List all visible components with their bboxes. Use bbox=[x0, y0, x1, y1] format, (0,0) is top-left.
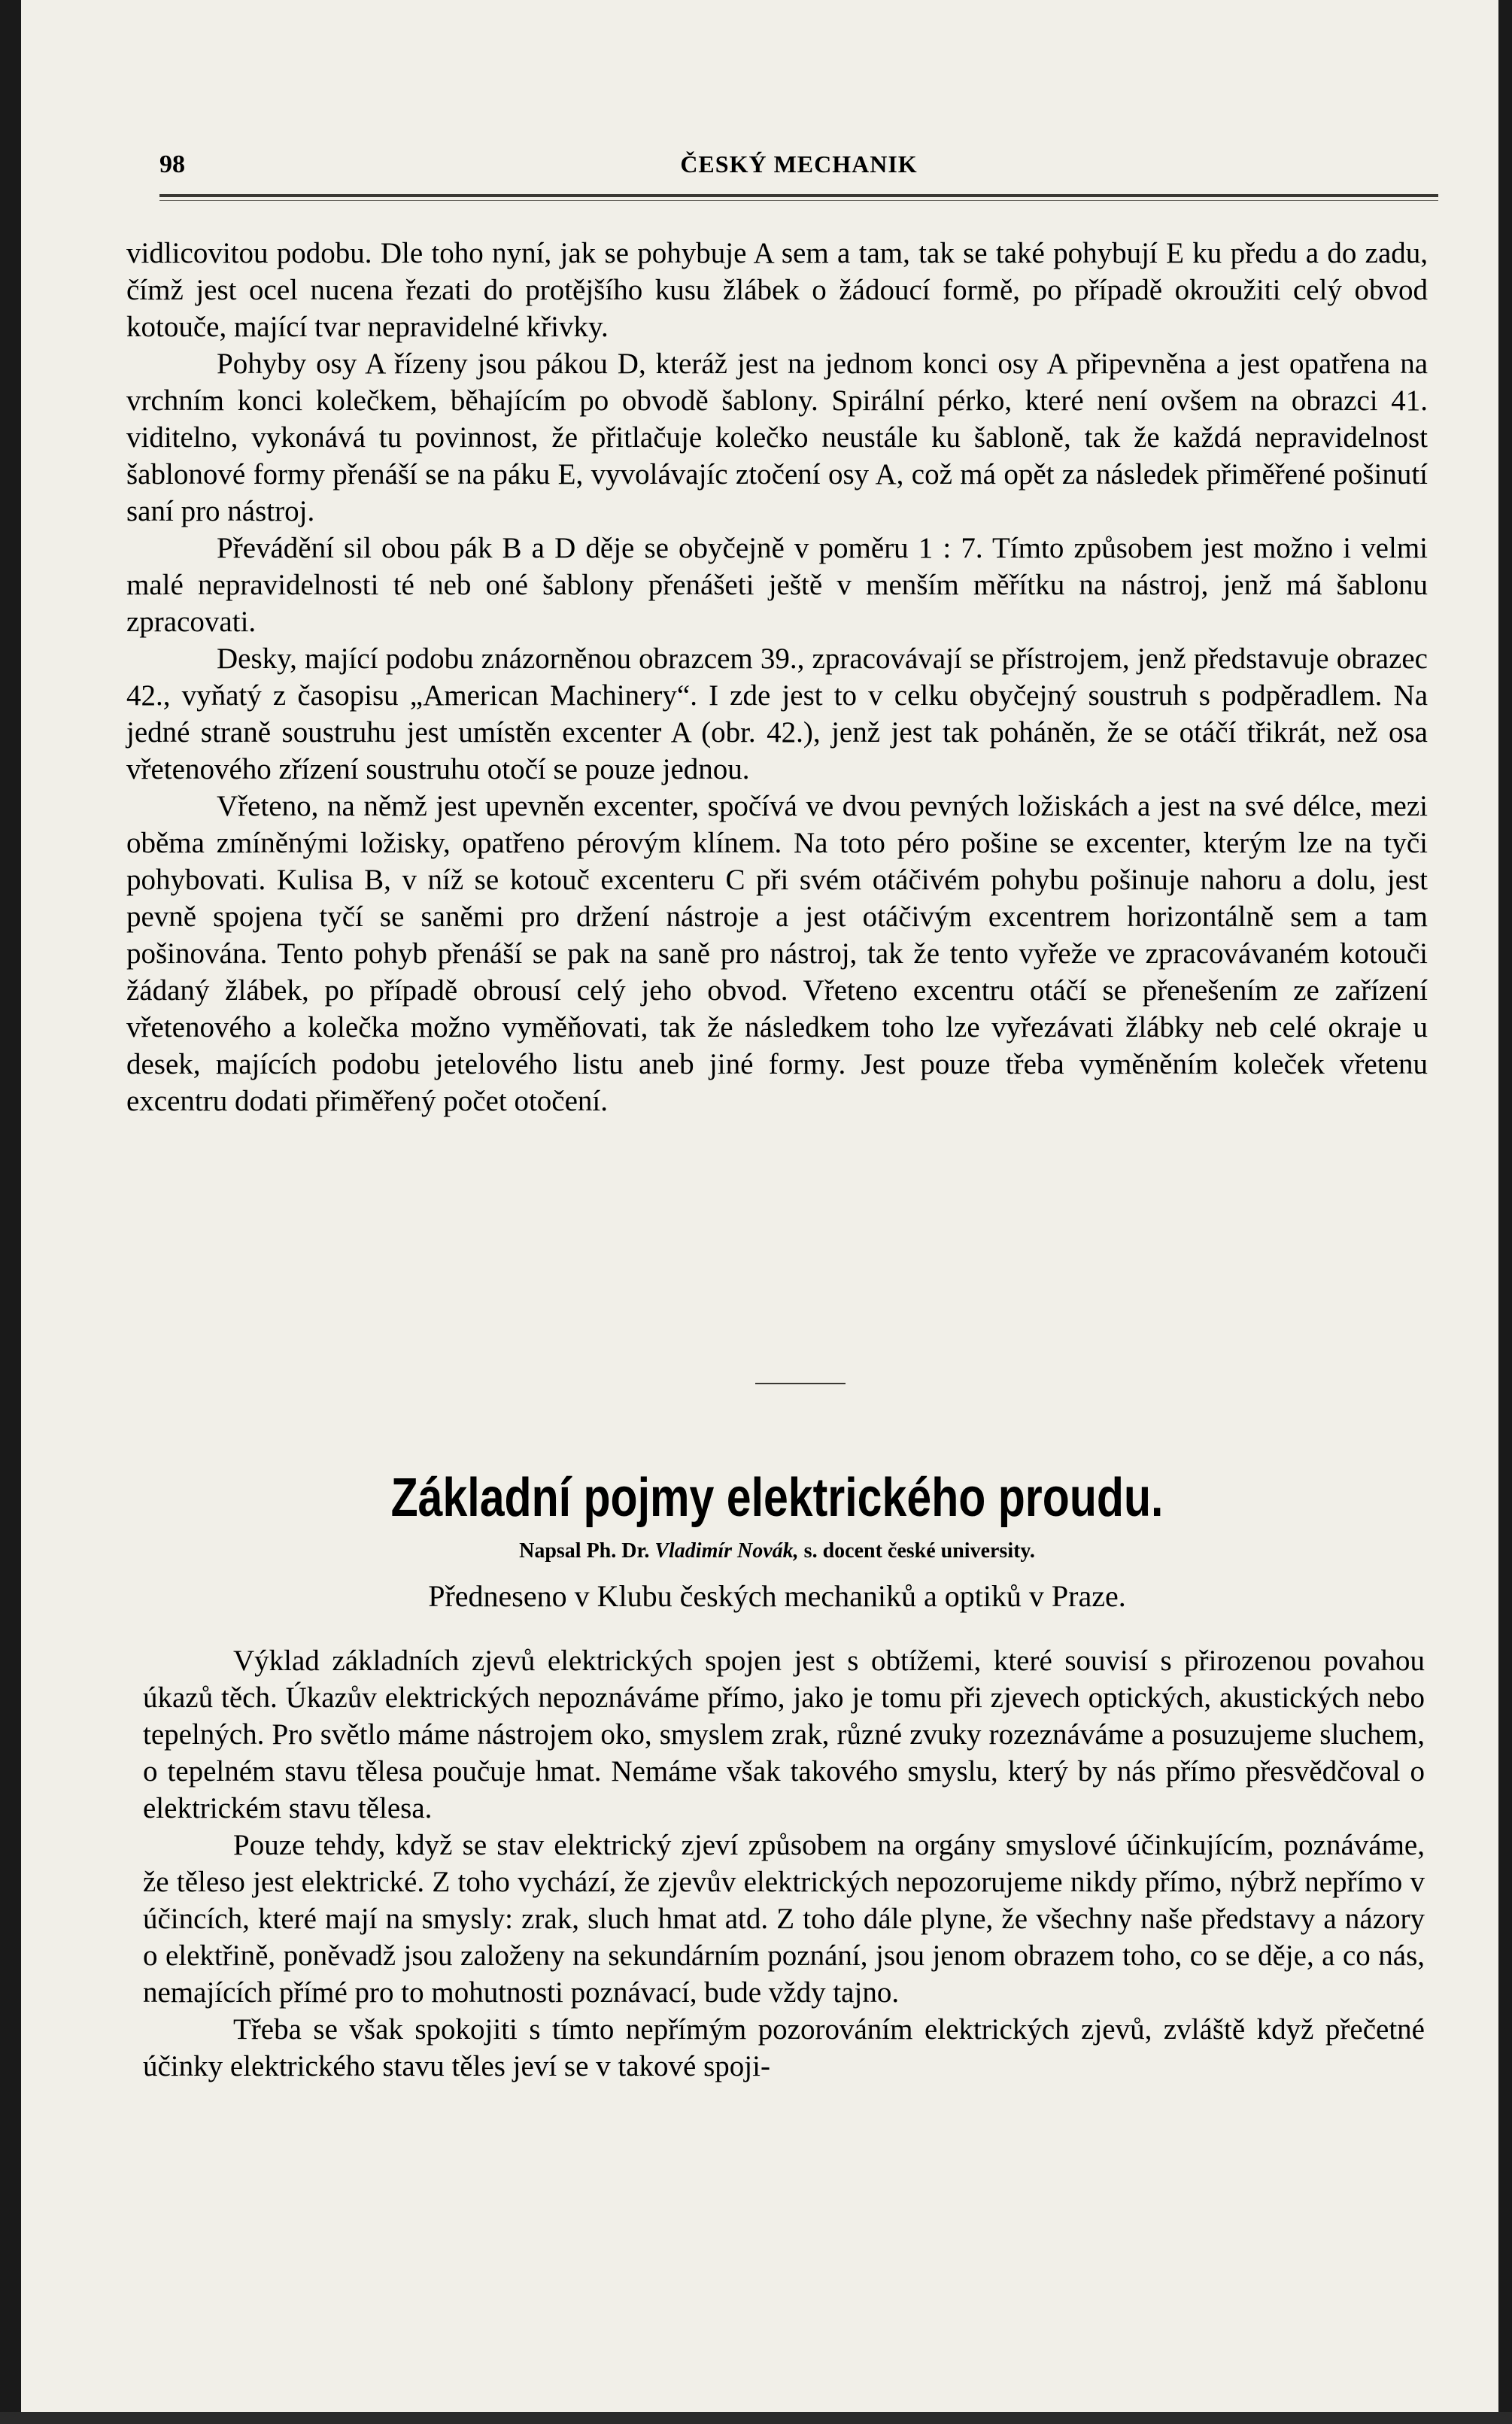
byline-author: Vladimír Novák, bbox=[654, 1539, 799, 1563]
paragraph: Převádění sil obou pák B a D děje se obyčejně v poměru 1 : 7. Tímto způsobem jest možno i velmi malé nepravidelnosti té neb oné šablony přenášeti ještě v menším měřítku na nástroj, jenž má šablonu zpracovati. bbox=[126, 532, 1428, 638]
paragraph: Třeba se však spokojiti s tímto nepřímým pozorováním elektrických zjevů, zvláště když přečetné účinky elektrického stavu těles jeví se v takové spoji- bbox=[143, 2013, 1425, 2082]
header-rule bbox=[159, 194, 1438, 197]
paragraph: vidlicovitou podobu. Dle toho nyní, jak se pohybuje A sem a tam, tak se také pohybují E ku předu a do zadu, čímž jest ocel nucena řezati do protějšího kusu žlábek o žádoucí formě, po případě okroužiti celý obvod kotouče, mající tvar nepravidelné křivky. bbox=[126, 237, 1428, 343]
section-separator bbox=[755, 1383, 846, 1384]
page-header bbox=[159, 150, 1438, 181]
page-number: 98 bbox=[159, 150, 185, 178]
article-byline bbox=[126, 1539, 1428, 1563]
header-rule-thin bbox=[159, 200, 1438, 201]
running-title: ČESKÝ MECHANIK bbox=[680, 150, 918, 178]
byline-prefix: Napsal Ph. Dr. bbox=[519, 1539, 650, 1563]
scan-border bbox=[0, 2412, 1512, 2424]
paragraph: Vřeteno, na němž jest upevněn excenter, spočívá ve dvou pevných ložiskách a jest na své délce, mezi oběma zmíněnými ložisky, opatřeno pérovým klínem. Na toto péro pošine se excenter, kterým lze na tyči pohybovati. Kulisa B, v níž se kotouč excenteru C při svém otáčivém pohybu pošinuje nahoru a dolu, jest pevně spojena tyčí se saněmi pro držení nástroje a jest otáčivým excentrem horizontálně sem a tam pošinována. Tento pohyb přenáší se pak na saně pro nástroj, tak že tento vyřeže ve zpracovávaném kotouči žádaný žlábek, po případě obrousí celý jeho obvod. Vřeteno excentru otáčí se přenešením ze zařízení vřetenového a kolečka možno vyměňovati, tak že následkem toho lze vyřezávati žlábky neb celé okraje u desek, majících podobu jetelového listu aneb jiné formy. Jest pouze třeba vyměněním koleček vřetenu excentru dodati přiměřený počet otočení. bbox=[126, 790, 1428, 1117]
article-body bbox=[143, 1642, 1425, 2085]
paragraph: Výklad základních zjevů elektrických spojen jest s obtížemi, které souvisí s přirozenou povahou úkazů těch. Úkazův elektrických nepoznáváme přímo, jako je tomu při zjevech optických, akustických nebo tepelných. Pro světlo máme nástrojem oko, smyslem zrak, různé zvuky rozeznáváme a posuzujeme sluchem, o tepelném stavu tělesa poučuje hmat. Nemáme však takového smyslu, který by nás přímo přesvědčoval o elektrickém stavu tělesa. bbox=[143, 1645, 1425, 1824]
byline-suffix: s. docent české university. bbox=[803, 1539, 1035, 1563]
paragraph: Desky, mající podobu znázorněnou obrazcem 39., zpracovávají se přístrojem, jenž představuje obrazec 42., vyňatý z časopisu „American Machinery“. I zde jest to v celku obyčejný soustruh s podpěradlem. Na jedné straně soustruhu jest umístěn excenter A (obr. 42.), jenž jest tak poháněn, že se otáčí třikrát, než osa vřetenového zřízení soustruhu otočí se pouze jednou. bbox=[126, 642, 1428, 785]
lecture-note: Předneseno v Klubu českých mechaniků a optiků v Praze. bbox=[428, 1579, 1126, 1613]
paragraph: Pouze tehdy, když se stav elektrický zjeví způsobem na orgány smyslové účinkujícím, poznáváme, že těleso jest elektrické. Z toho vychází, že zjevův elektrických nepozorujeme nikdy přímo, nýbrž nepřímo v účincích, které mají na smysly: zrak, sluch hmat atd. Z toho dále plyne, že všechny naše představy a názory o elektřině, poněvadž jsou založeny na sekundárním poznání, jsou jenom obrazem toho, co se děje, a co nás, nemajících přímé pro to mohutnosti poznávací, bude vždy tajno. bbox=[143, 1829, 1425, 2009]
continued-text bbox=[126, 235, 1428, 1119]
paragraph: Pohyby osy A řízeny jsou pákou D, kteráž jest na jednom konci osy A připevněna a jest opatřena na vrchním konci kolečkem, běhajícím po obvodě šablony. Spirální pérko, které není ovšem na obrazci 41. viditelno, vykonává tu povinnost, že přitlačuje kolečko neustále ku šabloně, tak že každá nepravidelnost šablonové formy přenáší se na páku E, vyvolávajíc ztočení osy A, což má opět za následek přiměřené pošinutí saní pro nástroj. bbox=[126, 348, 1428, 527]
article-title: Základní pojmy elektrického proudu. bbox=[390, 1468, 1164, 1528]
